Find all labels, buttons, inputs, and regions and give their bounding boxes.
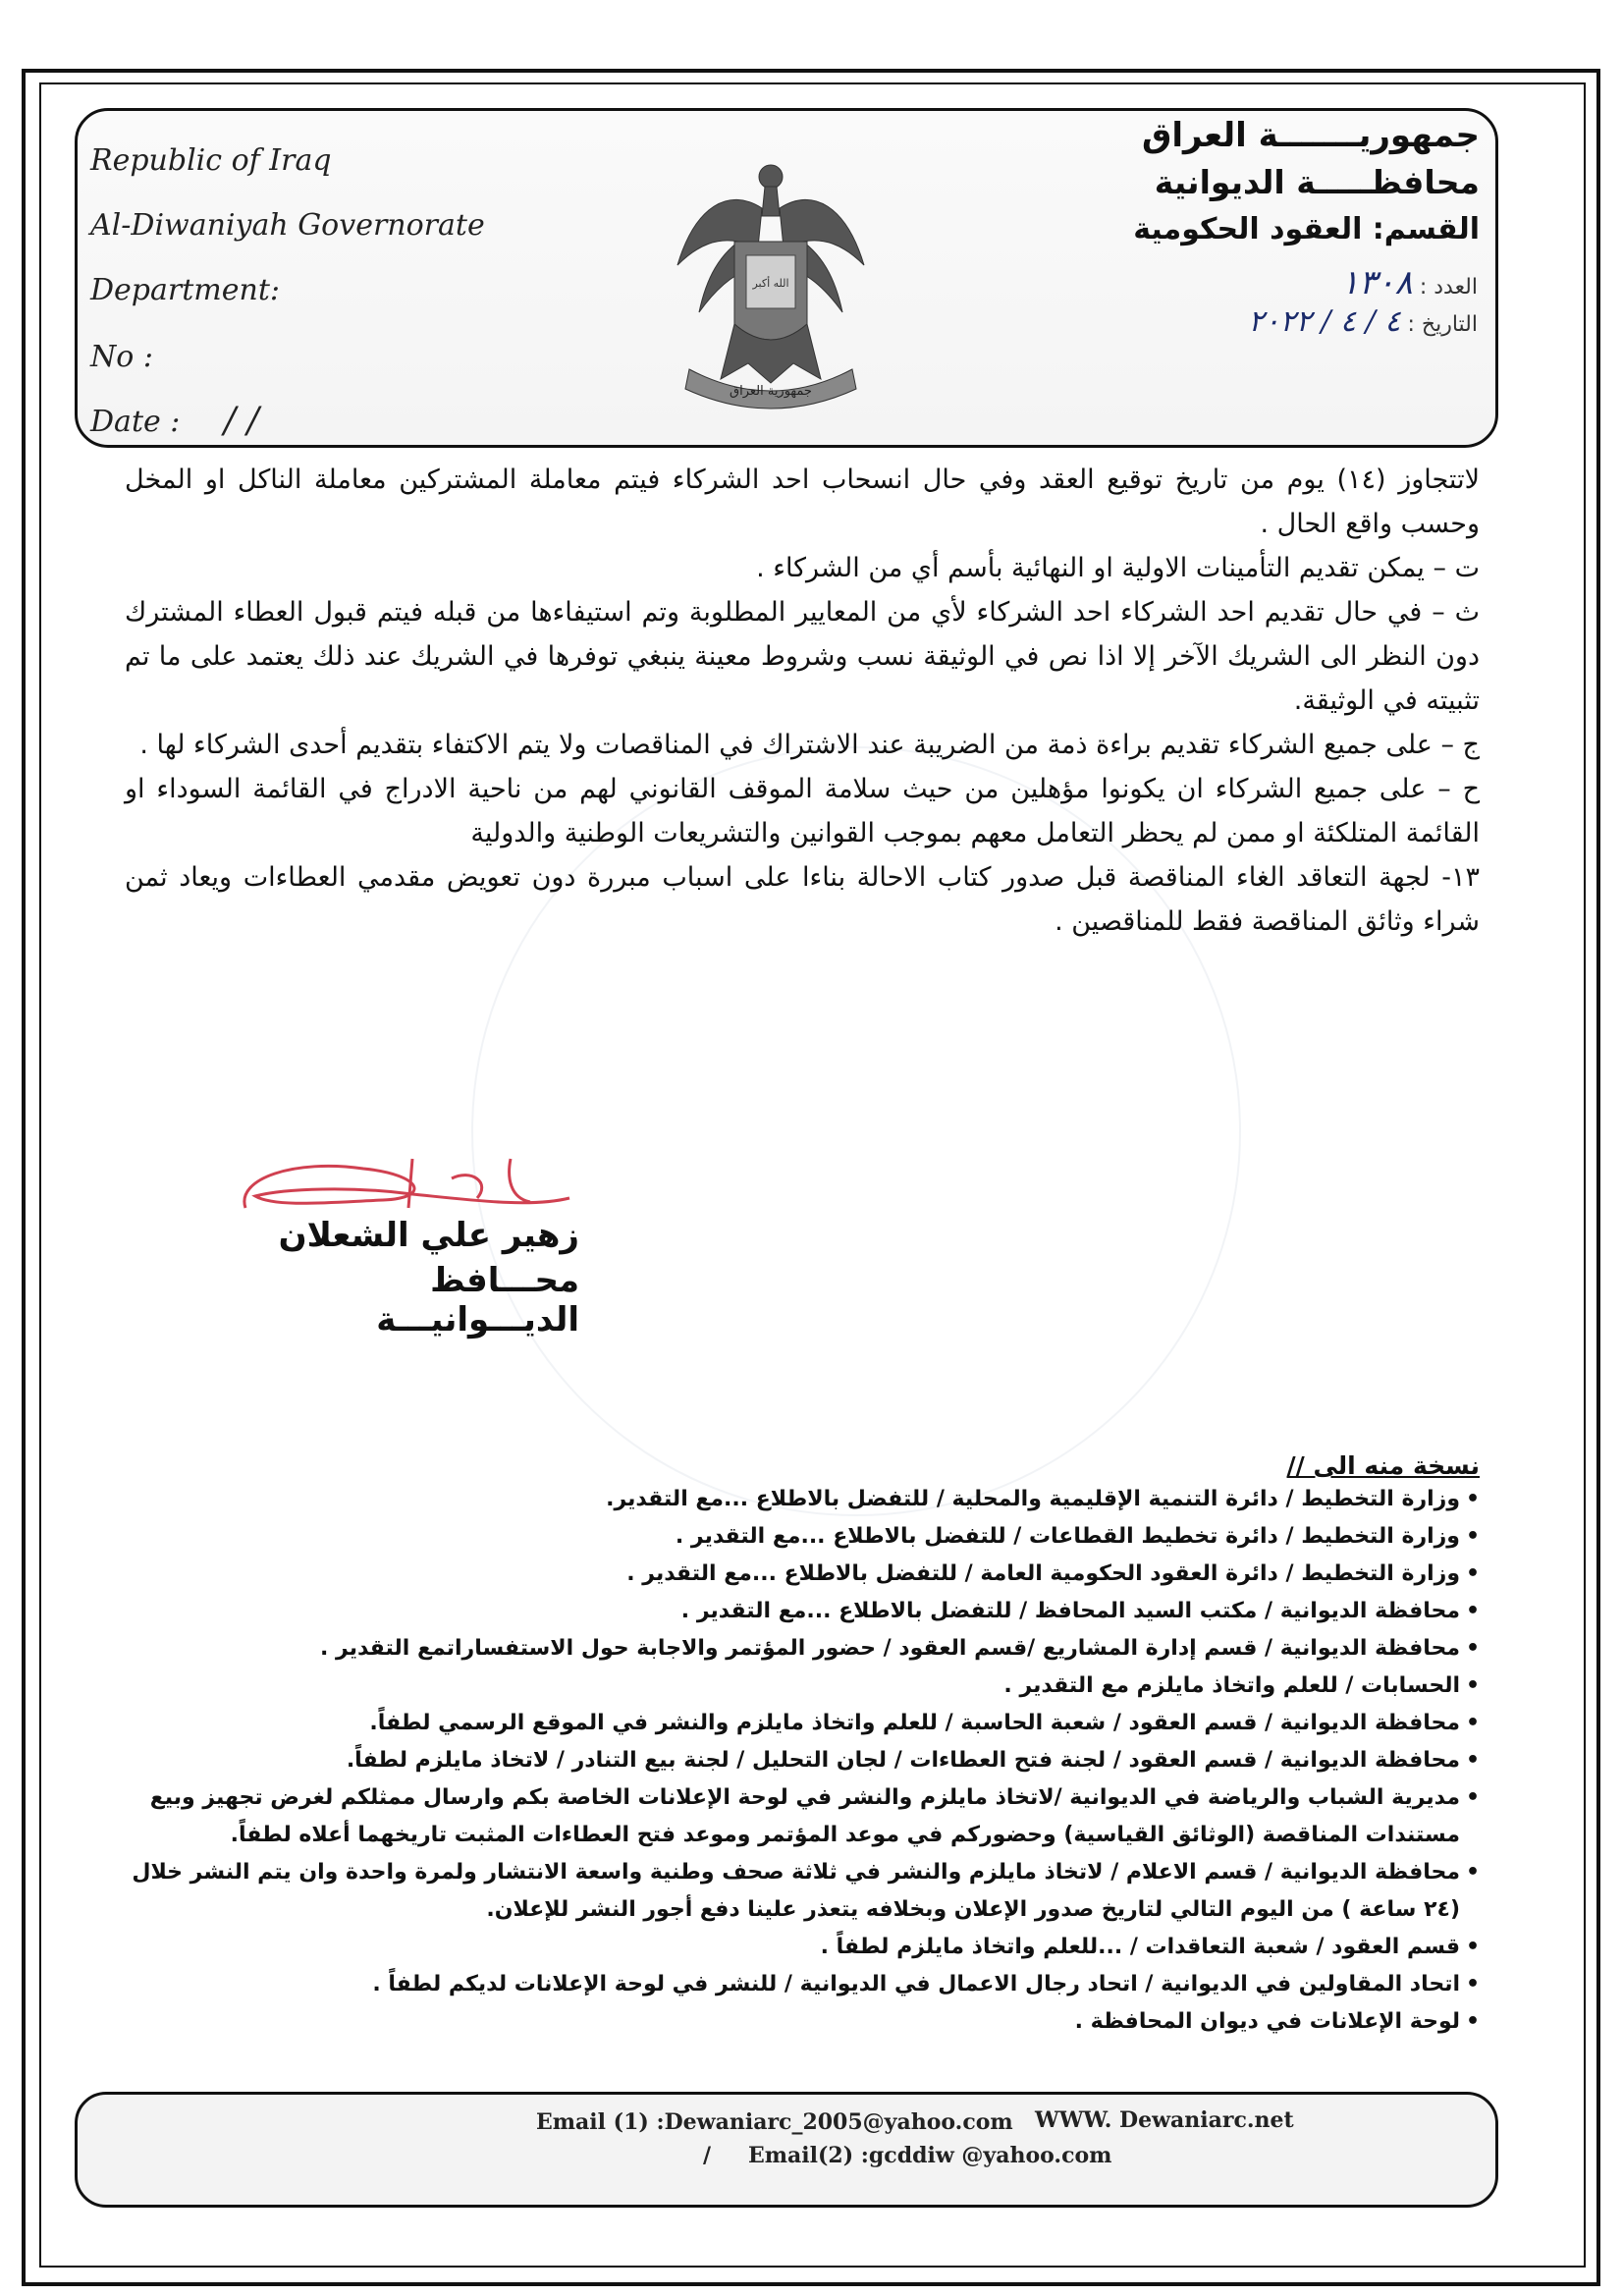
iraq-eagle-emblem <box>670 147 872 412</box>
body-paragraph: لاتتجاوز (١٤) يوم من تاريخ توقيع العقد وفي حال انسحاب احد الشركاء فيتم معاملة المشتركين معاملة الناكل او المخل وحسب واقع الحال . <box>125 465 1480 539</box>
body-paragraph: ١٣- لجهة التعاقد الغاء المناقصة قبل صدور كتاب الاحالة بناءا على اسباب مبررة دون تعويض مقدمي العطاءات ويعاد ثمن شراء وثائق المناقصة فقط للمناقصين . <box>125 862 1480 937</box>
cc-title: نسخة منه الى // <box>1286 1451 1480 1480</box>
footer-separator: / <box>703 2143 712 2168</box>
cc-item: • وزارة التخطيط / دائرة تخطيط القطاعات / للتفضل بالاطلاع ...مع التقدير . <box>115 1518 1480 1556</box>
cc-item: • وزارة التخطيط / دائرة العقود الحكومية العامة / للتفضل بالاطلاع ...مع التقدير . <box>115 1556 1480 1593</box>
letterhead-number-row <box>1341 263 1478 302</box>
letterhead-department-ar: القسم: العقود الحكومية <box>1133 212 1480 246</box>
cc-list <box>115 1481 1480 2041</box>
letterhead-country-en: Republic of Iraq <box>90 143 332 178</box>
cc-item: • محافظة الديوانية / قسم إدارة المشاريع /قسم العقود / حضور المؤتمر والاجابة حول الاستفساراتمع التقدير . <box>115 1630 1480 1667</box>
letterhead-governorate-en: Al-Diwaniyah Governorate <box>90 208 485 243</box>
signatory-name: زهير علي الشعلان <box>278 1216 579 1255</box>
cc-item: • محافظة الديوانية / مكتب السيد المحافظ / للتفضل بالاطلاع ...مع التقدير . <box>115 1593 1480 1630</box>
number-value: ١٣٠٨ <box>1340 263 1413 302</box>
date-value-ar: ٤ / ٤ / ٢٠٢٢ <box>1248 304 1401 339</box>
letterhead-date-label-en: Date : <box>90 405 181 439</box>
footer-email-2: Email(2) :gcddiw @yahoo.com <box>748 2143 1112 2168</box>
letter-body <box>125 458 1480 944</box>
number-label: العدد : <box>1419 275 1478 300</box>
footer-website: WWW. Dewaniarc.net <box>1035 2107 1294 2133</box>
body-paragraph: ث – في حال تقديم احد الشركاء احد الشركاء لأي من المعايير المطلوبة وتم استيفاءها من قبله فيتم قبول العطاء المشترك دون النظر الى الشريك الآخر إلا اذا نص في الوثيقة نسب وشروط معينة ينبغي توفرها في الشريك عند ذلك يعتمد على ما تم تثبيته في الوثيقة. <box>125 597 1480 716</box>
letterhead-date-row <box>1248 304 1478 339</box>
cc-item: • الحسابات / للعلم واتخاذ مايلزم مع التقدير . <box>115 1667 1480 1705</box>
cc-item: • اتحاد المقاولين في الديوانية / اتحاد رجال الاعمال في الديوانية / للنشر في لوحة الإعلانات لديكم لطفاً . <box>115 1966 1480 2003</box>
body-paragraph: ح – على جميع الشركاء ان يكونوا مؤهلين من حيث سلامة الموقف القانوني لهم من ناحية الادراج في القائمة السوداء او القائمة المتلكئة او ممن لم يحظر التعامل معهم بموجب القوانين والتشريعات الوطنية والدولية <box>125 774 1480 848</box>
signatory-title: محـــافظ الديـــوانيـــة <box>376 1261 579 1339</box>
cc-item: • لوحة الإعلانات في ديوان المحافظة . <box>115 2003 1480 2041</box>
letterhead-no-label-en: No : <box>90 340 153 374</box>
svg-text:الله أكبر: الله أكبر <box>752 277 789 290</box>
cc-item: • مديرية الشباب والرياضة في الديوانية /لاتخاذ مايلزم والنشر في لوحة الإعلانات الخاصة بكم وارسال ممثلكم لغرض تجهيز وبيع مستندات المناقصة (الوثائق القياسية) وحضوركم في موعد المؤتمر وموعد فتح العطاءات المثبت تاريخهما أعلاه لطفاً. <box>115 1779 1480 1854</box>
cc-item: • محافظة الديوانية / قسم العقود / لجنة فتح العطاءات / لجان التحليل / لجنة بيع التنادر / لاتخاذ مايلزم لطفاً. <box>115 1742 1480 1779</box>
cc-item: • محافظة الديوانية / قسم الاعلام / لاتخاذ مايلزم والنشر في ثلاثة صحف وطنية واسعة الانتشار ولمرة واحدة وان يتم النشر خلال (٢٤ ساعة ) من اليوم التالي لتاريخ صدور الإعلان وبخلافه يتعذر علينا دفع أجور النشر للإعلان. <box>115 1854 1480 1929</box>
svg-text:جمهورية العراق: جمهورية العراق <box>730 384 812 399</box>
footer-email-1: Email (1) :Dewaniarc_2005@yahoo.com <box>536 2109 1013 2135</box>
letterhead-department-label-en: Department: <box>90 273 280 307</box>
date-label-ar: التاريخ : <box>1407 312 1478 337</box>
body-paragraph: ج – على جميع الشركاء تقديم براءة ذمة من الضريبة عند الاشتراك في المناقصات ولا يتم الاكتفاء بتقديم أحدى الشركاء لها . <box>139 730 1480 760</box>
letterhead-date-slashes: / / <box>224 401 259 441</box>
cc-item: • قسم العقود / شعبة التعاقدات / ...للعلم واتخاذ مايلزم لطفاً . <box>115 1929 1480 1966</box>
letterhead-country-ar: جمهوريـــــــة العراق <box>1141 116 1480 155</box>
cc-item: • محافظة الديوانية / قسم العقود / شعبة الحاسبة / للعلم واتخاذ مايلزم والنشر في الموقع الرسمي لطفاً. <box>115 1705 1480 1742</box>
body-paragraph: ت – يمكن تقديم التأمينات الاولية او النهائية بأسم أي من الشركاء . <box>756 553 1480 583</box>
cc-item: • وزارة التخطيط / دائرة التنمية الإقليمية والمحلية / للتفضل بالاطلاع ...مع التقدير. <box>115 1481 1480 1518</box>
letterhead-governorate-ar: محافظـــــة الديوانية <box>1154 163 1480 201</box>
